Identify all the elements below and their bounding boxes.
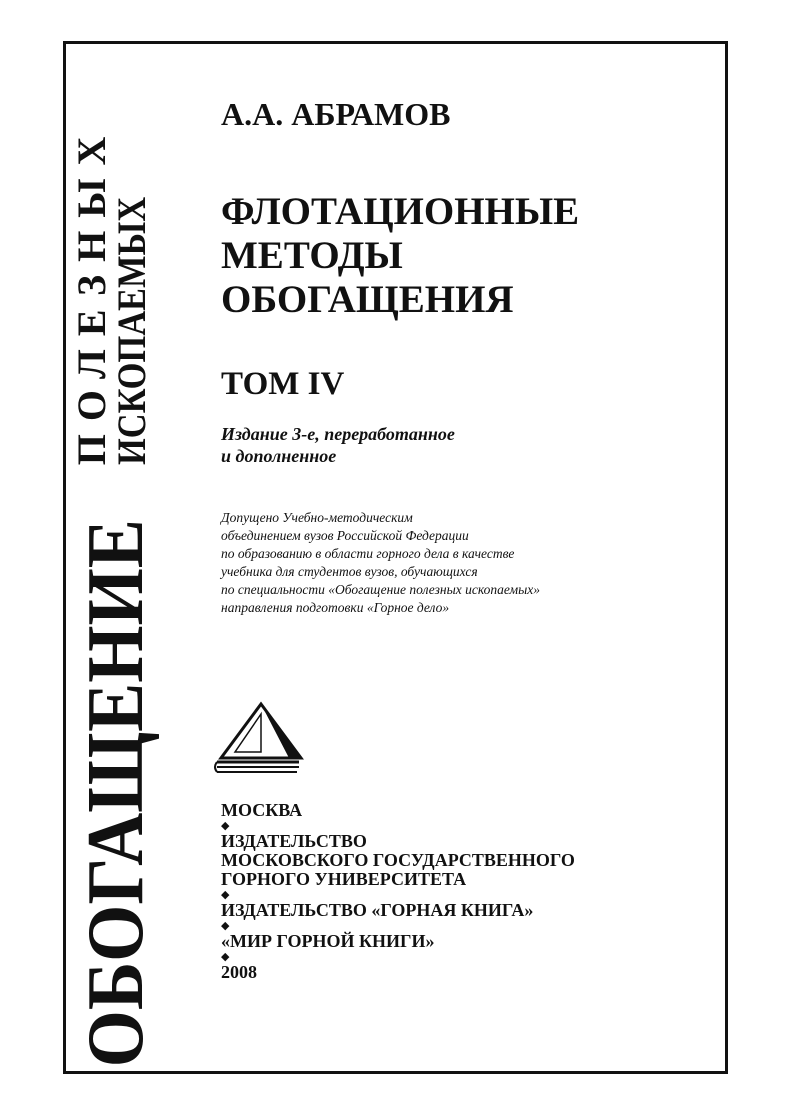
approval-statement — [221, 509, 540, 617]
edition-line: и дополненное — [221, 446, 337, 466]
spine-series-title — [66, 44, 160, 1071]
approval-line: по специальности «Обогащение полезных ископаемых» — [221, 582, 541, 597]
publisher-line: МОСКОВСКОГО ГОСУДАРСТВЕННОГО — [221, 850, 575, 870]
separator-diamond: ◆ — [221, 820, 230, 832]
separator-diamond: ◆ — [221, 951, 230, 963]
author-name: А.А. АБРАМОВ — [221, 96, 451, 132]
volume-number: ТОМ IV — [221, 366, 345, 402]
publisher-second: ИЗДАТЕЛЬСТВО «ГОРНАЯ КНИГА» — [221, 900, 534, 920]
publisher-triangle-book-icon — [213, 700, 313, 780]
approval-line: по образованию в области горного дела в качестве — [221, 546, 515, 561]
book-title — [221, 190, 579, 322]
approval-line: направления подготовки «Горное дело» — [221, 600, 450, 615]
publisher-line: ГОРНОГО УНИВЕРСИТЕТА — [221, 869, 467, 889]
edition-note — [221, 423, 455, 467]
spine-bottom-word: ИСКОПАЕМЫХ — [109, 197, 154, 466]
separator-diamond: ◆ — [221, 920, 230, 932]
publisher-line: ИЗДАТЕЛЬСТВО — [221, 831, 367, 851]
separator-diamond: ◆ — [221, 889, 230, 901]
spine-top-word: ПОЛЕЗНЫХ — [69, 123, 114, 466]
publication-year: 2008 — [221, 962, 257, 982]
approval-line: Допущено Учебно-методическим — [221, 510, 413, 525]
publisher-block — [221, 801, 575, 982]
approval-line: объединением вузов Российской Федерации — [221, 528, 469, 543]
title-line: ОБОГАЩЕНИЯ — [221, 278, 514, 321]
edition-line: Издание 3-е, переработанное — [221, 424, 455, 444]
approval-line: учебника для студентов вузов, обучающихся — [221, 564, 478, 579]
publisher-city: МОСКВА — [221, 800, 303, 820]
title-line: МЕТОДЫ — [221, 234, 403, 277]
publisher-third: «МИР ГОРНОЙ КНИГИ» — [221, 931, 435, 951]
spine-main-word: ОБОГАЩЕНИЕ — [72, 519, 160, 1068]
title-line: ФЛОТАЦИОННЫЕ — [221, 190, 580, 233]
